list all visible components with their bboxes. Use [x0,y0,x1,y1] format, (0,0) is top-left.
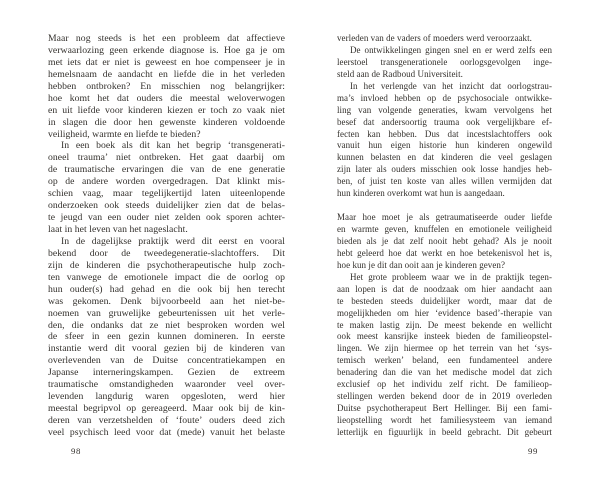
text-line: hoe kun je dit dan ooit aan je kinderen geven? [337,259,505,270]
text-line: temisch werken’ beland, een fundamenteel andere [337,355,552,366]
paragraph [337,81,552,200]
text-line: hebt geleerd hoe dat werkt en hoe betekenisvol het is, [337,247,552,258]
text-line: te jeugd van een ouder niet zelden ook sporen achter- [48,212,285,224]
text-line: In een boek als dit kan het begrip ‘transgenerati- [61,140,285,152]
text-line: de sfeer in een gezin kunnen domineren. In eerste [48,331,285,343]
text-line: besef dat andersoortig trauma ook vergelijkbare ef- [337,116,552,127]
text-line: te besteden steeds duidelijker wordt, maar dat de [337,295,552,306]
paragraph [48,236,285,439]
text-line: lieopstelling wordt het familiesysteem van iemand [337,415,552,425]
text-line: Het grote probleem waar we in de praktijk tegen- [350,271,552,282]
text-line: benadering dan die van het medische model dat zich [337,367,552,378]
text-line: fecten kan hebben. Dus dat incestslachtoffers ook [337,128,552,139]
text-line: en uit liefde voor kinderen kiezen er toch zo vaak niet [48,104,285,116]
text-line: hoe komt het dat ouders die meestal weloverwogen [48,92,285,104]
text-line: letterlijk en figuurlijk in beeld gebracht. Dit gebeurt [337,426,552,437]
text-line: te maken lastig zijn. De meest bekende en wellicht [337,319,552,330]
text-line: traumatische omstandigheden waaronder veel over- [48,379,285,391]
text-line: op de andere worden overgedragen. Dat klinkt mis- [48,176,285,188]
paragraph [48,140,285,236]
text-line: vanuit hun eigen historie hun kinderen ongewild [337,140,552,151]
text-line: hun ouder(s) had gehad en die ook bij hen terecht [48,283,285,295]
text-line: bieden als je dat zelf nooit hebt gehad? Als je nooit [337,235,552,246]
text-line: den, die ondanks dat ze niet besproken worden wel [48,319,285,331]
text-line: lingen. We zijn hiermee op het terrein van het ‘sys- [337,343,552,354]
text-line: steld aan de Radboud Universiteit. [337,68,463,79]
text-line: ten vanwege de emotionele impact die de oorlog op [48,271,285,283]
text-line: hun kinderen overkomt wat hun is aangedaan. [337,188,505,199]
text-line: en warmte geven, knuffelen en emotionele veiligheid [337,224,552,234]
text-line: Maar nog steeds is het een probleem dat affectieve [48,33,285,44]
text-line: kunnen belasten en dat kinderen die veel geslagen [337,152,552,163]
page-left-text [48,33,285,439]
page-left [48,0,285,480]
text-line: oneel trauma’ niet ontbreken. Het gaat daarbij om [48,152,285,164]
text-line: leerstoel transgenerationele oorlogsgevolgen inge- [337,56,552,67]
text-line: ma’s invloed hebben op de psychosociale ontwikke- [337,92,552,103]
text-line: onderzoeken ook steeds duidelijker zien dat de belas- [48,200,285,212]
text-line: ook meest kansrijke insteek bieden de familieopstel- [337,331,552,342]
text-line: In de dagelijkse praktijk werd dit eerst en vooral [61,235,285,247]
text-line: in slagen die door hen gewenste kinderen voldoende [48,116,285,128]
text-line: deren van verzetshelden of ‘foute’ ouders deed zich [48,415,285,426]
page-right [337,0,552,480]
text-line: ling van volgende generaties, kwam vervolgens het [337,104,552,115]
text-line: verleden van de vaders of moeders werd veroorzaakt. [337,33,532,43]
text-line: met iets dat er niet is geweest en hoe compenseer je in [48,56,285,68]
text-line: stellingen werden bekend door de in 2019 overleden [337,391,552,402]
paragraph [337,272,552,439]
text-line: instantie werd dit vooral gezien bij de kinderen van [48,343,285,355]
text-line: was gekomen. Denk bijvoorbeeld aan het niet-be- [48,295,285,307]
page-number-left: 98 [71,446,81,456]
paragraph [337,45,552,81]
text-line: hemelsnaam de aandacht en liefde die in het verleden [48,68,285,80]
text-line: zijn de kinderen die psychotherapeutische hulp zoch- [48,259,285,271]
text-line: de traumatische ervaringen die van de ene generatie [48,164,285,176]
text-line: In het verlengde van het inzicht dat oorlogstrau- [350,80,552,91]
text-line: exclusief op het individu zelf richt. De familieop- [337,379,552,390]
text-line: meestal begripvol op gereageerd. Maar ook bij de kin- [48,403,285,415]
text-line: levenden langdurig waren opgesloten, werd hier [48,391,285,403]
text-line: mogelijkheden om hier ‘evidence based’-therapie van [337,307,552,318]
text-line: Duitse psychotherapeut Bert Hellinger. Bij een fami- [337,403,552,414]
text-line: veiligheid, warmte en liefde te bieden? [48,128,201,140]
text-line: noemen van gruwelijke gebeurtenissen uit het verle- [48,307,285,319]
text-line: verwaarlozing geen erkende diagnose is. Hoe ga je om [48,44,285,56]
text-line: schien vaag, maar tegelijkertijd laten uiteenlopende [48,188,285,200]
text-line: bekend door de tweedegeneratie-slachtoffers. Dit [48,247,285,259]
text-line: Maar hoe moet je als getraumatiseerde ouder liefde [337,212,552,223]
paragraph [337,212,552,272]
text-line: ben, of juist ten koste van alles willen vermijden dat [337,176,552,187]
text-line: De ontwikkelingen gingen snel en er werd zelfs een [350,44,552,55]
text-line: overlevenden van de Duitse concentratiekampen en [48,355,285,367]
text-line: laat in het leven van het nageslacht. [48,224,188,235]
page-number-right: 99 [528,446,538,456]
text-line: zijn later als ouders misschien ook losse handjes heb- [337,164,552,175]
paragraph [48,33,285,140]
text-line: veel psychisch leed voor dat (mede) vanuit het belaste [48,426,285,438]
text-line: aan lopen is dat de noodzaak om hier aandacht aan [337,283,552,294]
text-line: hebben ontbroken? En misschien nog belangrijker: [48,80,285,92]
page-right-text [337,33,552,439]
text-line: Japanse interneringskampen. Gezien de extreem [48,367,285,379]
paragraph [337,33,552,45]
